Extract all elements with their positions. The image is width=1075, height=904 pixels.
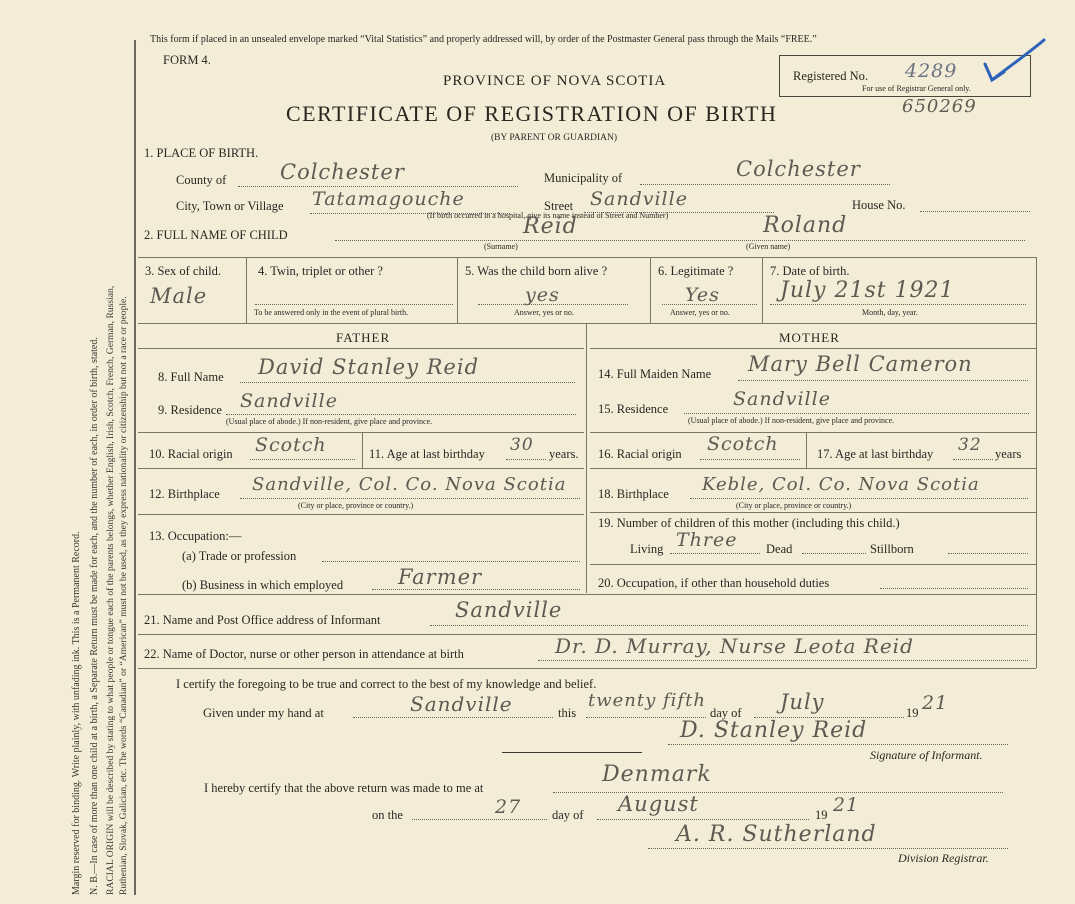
twin-note: To be answered only in the event of plural birth. <box>254 308 409 317</box>
mother-racial: Scotch <box>707 433 779 455</box>
mother-name: Mary Bell Cameron <box>748 352 973 376</box>
father-age-label: 11. Age at last birthday <box>369 447 485 461</box>
mother-occupation-label: 20. Occupation, if other than household duties <box>598 576 830 590</box>
municipality-value: Colchester <box>736 157 861 181</box>
legitimate-label: 6. Legitimate ? <box>658 264 734 278</box>
twin-label: 4. Twin, triplet or other ? <box>258 264 383 278</box>
father-racial: Scotch <box>255 434 327 456</box>
top-notice: This form if placed in an unsealed envelope marked “Vital Statistics” and properly addressed will, by order of the Postmaster General pass through the Mails “FREE.” <box>150 34 817 45</box>
informant-value: Sandville <box>455 598 563 622</box>
province-title: PROVINCE OF NOVA SCOTIA <box>443 73 667 89</box>
street-value: Sandville <box>590 188 688 210</box>
father-residence-note: (Usual place of abode.) If non-resident, give place and province. <box>226 417 433 426</box>
extra-number: 650269 <box>902 96 977 117</box>
mother-racial-label: 16. Racial origin <box>598 447 682 461</box>
registered-label: Registered No. <box>793 69 868 83</box>
county-label: County of <box>176 173 227 187</box>
father-age: 30 <box>510 435 534 455</box>
mother-age: 32 <box>958 435 982 455</box>
margin-note-3: RACIAL ORIGIN will be described by stating to what people or tongue each of the parents belongs, whether English, Irish, Scotch, French, German, Russian, <box>105 285 116 895</box>
doctor-value: Dr. D. Murray, Nurse Leota Reid <box>555 634 914 658</box>
given-place: Sandville <box>410 692 513 716</box>
registrar-day-label: day of <box>552 808 584 822</box>
house-label: House No. <box>852 198 906 212</box>
registrar-day: 27 <box>495 796 522 818</box>
margin-note-2: N. B.—In case of more than one child at a birth, a Separate Return must be made for each, and the number of each, in order of birth, stated. <box>89 337 100 895</box>
father-racial-label: 10. Racial origin <box>149 447 233 461</box>
living-value: Three <box>676 529 738 551</box>
informant-signature-label: Signature of Informant. <box>870 748 983 762</box>
municipality-label: Municipality of <box>544 171 623 185</box>
legitimate-note: Answer, yes or no. <box>670 308 730 317</box>
child-given-name: Roland <box>763 213 848 238</box>
date-note: Month, day, year. <box>862 308 918 317</box>
occupation-label: 13. Occupation:— <box>149 529 242 543</box>
margin-note-4: Ruthenian, Slovak, Galician, etc. The words “Canadian” or “American” must not be used, as they express nationality or citizenship but not a race or people. <box>118 296 129 895</box>
given-name-note: (Given name) <box>746 242 791 251</box>
mother-birthplace: Keble, Col. Co. Nova Scotia <box>702 474 980 495</box>
binding-margin-rule <box>134 40 136 895</box>
dead-label: Dead <box>766 542 793 556</box>
children-count-label: 19. Number of children of this mother (including this child.) <box>598 516 900 530</box>
street-label: Street <box>544 199 574 213</box>
business-label: (b) Business in which employed <box>182 578 344 592</box>
mother-age-label: 17. Age at last birthday <box>817 447 934 461</box>
certificate-subtitle: (BY PARENT OR GUARDIAN) <box>491 133 618 143</box>
alive-value: yes <box>525 284 560 306</box>
place-of-birth-label: 1. PLACE OF BIRTH. <box>144 146 259 160</box>
alive-label: 5. Was the child born alive ? <box>465 264 608 278</box>
informant-signature: D. Stanley Reid <box>680 718 868 743</box>
certify-month: July <box>780 690 825 714</box>
certify-day-label: day of <box>710 706 742 720</box>
date-of-birth-label: 7. Date of birth. <box>770 264 850 278</box>
registrar-year-prefix: 19 <box>815 808 828 822</box>
registrar-on-label: on the <box>372 808 403 822</box>
mother-residence: Sandville <box>733 388 831 410</box>
checkmark-arrow-icon <box>980 36 1050 86</box>
sex-label: 3. Sex of child. <box>145 264 222 278</box>
this-label: this <box>558 706 577 720</box>
hospital-note: (If birth occurred in a hospital, give its name instead of Street and Number) <box>427 211 669 220</box>
certify-statement: I certify the foregoing to be true and correct to the best of my knowledge and belief. <box>176 677 597 691</box>
registrar-place: Denmark <box>602 762 712 787</box>
certify-year-prefix: 19 <box>906 706 919 720</box>
village-value: Tatamagouche <box>312 188 465 210</box>
father-birthplace: Sandville, Col. Co. Nova Scotia <box>252 474 567 495</box>
father-residence: Sandville <box>240 390 338 412</box>
registered-note: For use of Registrar General only. <box>862 84 971 93</box>
child-name-label: 2. FULL NAME OF CHILD <box>144 228 288 242</box>
father-name-label: 8. Full Name <box>158 370 224 384</box>
doctor-label: 22. Name of Doctor, nurse or other person in attendance at birth <box>144 647 464 661</box>
certify-day: twenty fifth <box>588 690 706 711</box>
date-of-birth-value: July 21st 1921 <box>780 278 955 303</box>
child-surname: Reid <box>523 214 578 239</box>
village-label: City, Town or Village <box>176 199 284 213</box>
registrar-statement: I hereby certify that the above return was made to me at <box>204 781 484 795</box>
surname-note: (Surname) <box>484 242 518 251</box>
mother-name-label: 14. Full Maiden Name <box>598 367 712 381</box>
certificate-title: CERTIFICATE OF REGISTRATION OF BIRTH <box>286 101 778 126</box>
living-label: Living <box>630 542 664 556</box>
mother-residence-label: 15. Residence <box>598 402 669 416</box>
informant-label: 21. Name and Post Office address of Informant <box>144 613 381 627</box>
margin-note-1: Margin reserved for binding. Write plainly, with unfading ink. This is a Permanent Record. <box>71 531 82 895</box>
registrar-signature: A. R. Sutherland <box>676 822 877 847</box>
registrar-signature-label: Division Registrar. <box>898 851 989 865</box>
registered-number: 4289 <box>905 60 958 82</box>
sex-value: Male <box>150 284 208 308</box>
given-under-hand-label: Given under my hand at <box>203 706 324 720</box>
certify-year-suffix: 21 <box>922 692 949 714</box>
legitimate-value: Yes <box>685 284 720 306</box>
mother-residence-note: (Usual place of abode.) If non-resident, give place and province. <box>688 416 895 425</box>
mother-age-unit: years <box>995 447 1022 461</box>
alive-note: Answer, yes or no. <box>514 308 574 317</box>
registrar-month: August <box>618 792 699 816</box>
form-number: FORM 4. <box>163 53 211 67</box>
father-birthplace-label: 12. Birthplace <box>149 487 220 501</box>
father-heading: FATHER <box>336 330 391 345</box>
stillborn-label: Stillborn <box>870 542 914 556</box>
father-birthplace-note: (City or place, province or country.) <box>298 501 414 510</box>
mother-birthplace-label: 18. Birthplace <box>598 487 669 501</box>
father-residence-label: 9. Residence <box>158 403 222 417</box>
father-business: Farmer <box>398 565 483 589</box>
registrar-year-suffix: 21 <box>833 794 860 816</box>
mother-heading: MOTHER <box>779 330 840 345</box>
trade-label: (a) Trade or profession <box>182 549 297 563</box>
mother-birthplace-note: (City or place, province or country.) <box>736 501 852 510</box>
county-value: Colchester <box>280 160 405 184</box>
father-name: David Stanley Reid <box>258 355 480 379</box>
father-age-unit: years. <box>549 447 579 461</box>
